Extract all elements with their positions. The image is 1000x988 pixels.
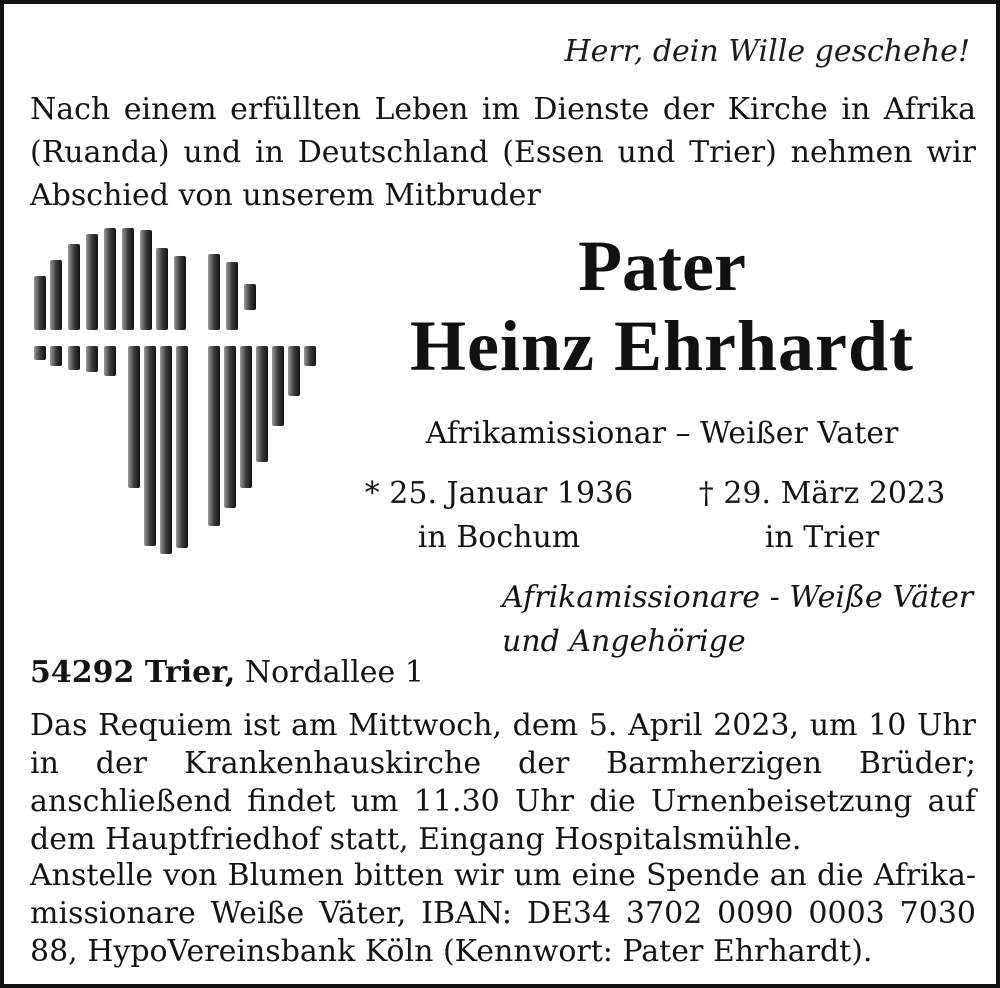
emblem-stripe xyxy=(226,262,238,330)
emblem-stripe xyxy=(208,254,220,330)
address-city: 54292 Trier, xyxy=(30,655,236,690)
mourners xyxy=(502,576,973,664)
intro-text: Nach einem erfüllten Leben im Dienste der Kirche in Afrika (Ruanda) und in Deutschland (Essen und Trier) nehmen wir Abschied von unserem Mitbruder xyxy=(30,92,976,213)
emblem-stripe xyxy=(224,346,236,508)
address-street: Nordallee 1 xyxy=(244,655,424,690)
emblem-stripe xyxy=(208,346,220,526)
emblem-stripe xyxy=(304,346,316,366)
emblem-stripe xyxy=(68,346,80,370)
address xyxy=(30,652,424,694)
emblem-stripe xyxy=(122,228,134,330)
death-place: in Trier xyxy=(764,520,880,555)
emblem-stripe xyxy=(174,256,186,330)
emblem-stripe xyxy=(176,346,188,548)
death-info xyxy=(672,472,972,560)
role: Afrikamissionar – Weißer Vater xyxy=(425,416,899,451)
emblem-stripe xyxy=(68,244,80,330)
motto: Herr, dein Wille geschehe! xyxy=(564,34,970,69)
emblem-stripe xyxy=(86,346,98,372)
emblem-stripe xyxy=(104,346,116,376)
mourners-line2: und Angehörige xyxy=(502,624,746,659)
emblem-stripe xyxy=(104,228,116,330)
emblem-stripe xyxy=(272,346,284,426)
emblem-stripe xyxy=(156,248,168,330)
mourners-line1: Afrikamissionare - Weiße Väter xyxy=(502,580,974,615)
birth-date: * 25. Januar 1936 xyxy=(364,476,634,511)
emblem-stripe xyxy=(34,276,46,330)
africa-cross-icon xyxy=(32,226,324,562)
birth-info xyxy=(349,472,649,560)
emblem-stripe xyxy=(256,346,268,462)
donation-text: Anstelle von Blumen bitten wir um eine Spende an die Afrikamissionare Weiße Väter, IBAN: DE34 3702 0090 0003 7030 88, HypoVereinsbank Köln (Kennwort: Pater Ehrhardt). xyxy=(30,858,976,969)
birth-place: in Bochum xyxy=(417,520,581,555)
death-date: † 29. März 2023 xyxy=(698,476,946,511)
emblem-stripe xyxy=(50,260,62,330)
emblem-stripe xyxy=(128,346,140,488)
name-block xyxy=(334,226,990,386)
emblem-stripe xyxy=(160,346,172,554)
emblem-stripe xyxy=(144,346,156,546)
emblem-stripe xyxy=(288,346,300,396)
emblem-stripe xyxy=(34,346,46,360)
emblem-stripe xyxy=(244,284,256,310)
emblem-stripe xyxy=(240,346,252,488)
emblem-stripe xyxy=(86,234,98,330)
deceased-name: Heinz Ehrhardt xyxy=(409,306,914,386)
emblem-stripe xyxy=(140,230,152,330)
requiem-text: Das Requiem ist am Mittwoch, dem 5. April 2023, um 10 Uhr in der Krankenhauskirche der Barmherzigen Brüder; anschließend findet um 11.30 Uhr die Urnenbeisetzung auf dem Hauptfriedhof statt, Eingang Hospitalsmühle. xyxy=(30,708,976,857)
emblem-stripe xyxy=(50,346,62,366)
name-title: Pater xyxy=(578,226,746,306)
